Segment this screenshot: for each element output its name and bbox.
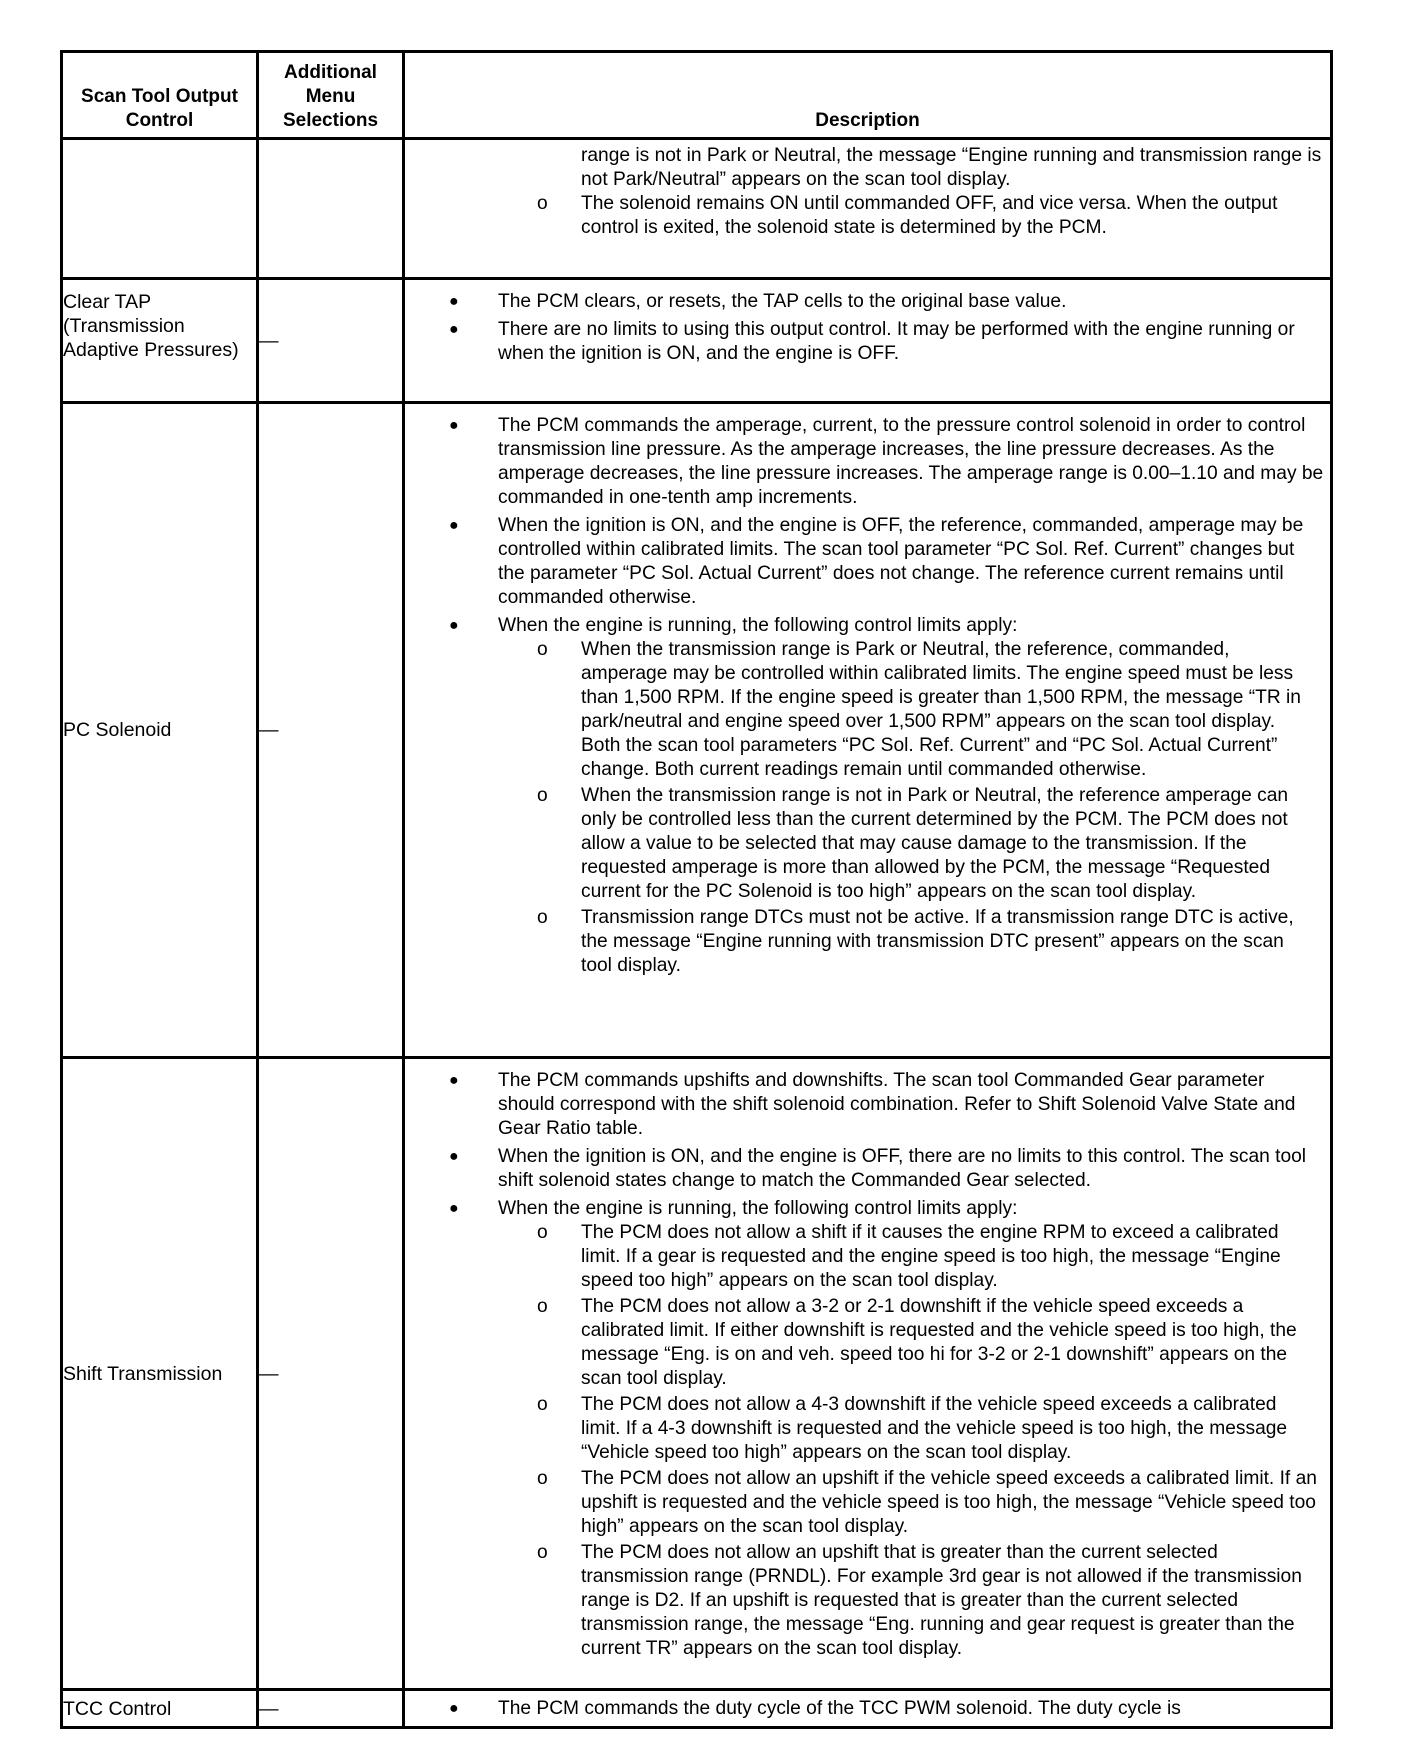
sub-item (405, 144, 1330, 192)
bullet-text: When the ignition is ON, and the engine is OFF, there are no limits to this control. The scan tool shift solenoid states change to match the Commanded Gear selected. (498, 1146, 1307, 1191)
sub-bullet-marker: o (537, 785, 548, 806)
table-row (62, 1690, 1332, 1728)
sub-bullet-marker: o (537, 907, 548, 928)
sub-bullet-marker: o (537, 1296, 548, 1317)
bullet-text: The PCM commands upshifts and downshifts. The scan tool Commanded Gear parameter should correspond with the shift solenoid combination. Refer to Shift Solenoid Valve State and Gear Ratio table. (498, 1070, 1296, 1139)
sub-item-text: The PCM does not allow an upshift if the vehicle speed exceeds a calibrated limit. If an upshift is requested and the vehicle speed is too high, the message “Vehicle speed too high” appears on the scan tool display. (581, 1468, 1317, 1537)
table-header-row (62, 52, 1332, 139)
control-cell: TCC Control (62, 1690, 258, 1728)
sub-bullet-marker: o (537, 1222, 548, 1243)
sub-item (498, 1221, 1324, 1293)
description-cell (404, 139, 1332, 279)
bullet-marker: ● (449, 293, 459, 310)
sub-item-text: The PCM does not allow a 3-2 or 2-1 downshift if the vehicle speed exceeds a calibrated limit. If either downshift is requested and the vehicle speed is too high, the message “Eng. is on and veh. speed too hi for 3-2 or 2-1 downshift” appears on the scan tool display. (581, 1296, 1297, 1389)
sub-item (498, 638, 1324, 782)
description-cell (404, 403, 1332, 1058)
menu-cell: — (258, 403, 404, 1058)
bullet-text: The PCM commands the duty cycle of the TCC PWM solenoid. The duty cycle is (498, 1698, 1181, 1719)
bullet-item (405, 514, 1330, 610)
sub-item (498, 784, 1324, 904)
sub-item-text: range is not in Park or Neutral, the message “Engine running and transmission range is not Park/Neutral” appears on the scan tool display. (581, 145, 1322, 190)
sub-item (498, 1467, 1324, 1539)
sub-bullet-marker: o (537, 1468, 548, 1489)
bullet-marker: ● (449, 1700, 459, 1717)
sub-item-text: When the transmission range is Park or Neutral, the reference, commanded, amperage may be controlled within calibrated limits. The engine speed must be less than 1,500 RPM. If the engine speed is greater than 1,500 RPM, the message “TR in park/neutral and engine speed over 1,500 RPM” appears on the scan tool display. Both the scan tool parameters “PC Sol. Ref. Current” and “PC Sol. Actual Current” change. Both current readings remain until commanded otherwise. (581, 639, 1301, 780)
description-cell (404, 1058, 1332, 1690)
header-description: Description (404, 52, 1332, 139)
bullet-item (405, 290, 1330, 314)
bullet-item (405, 1069, 1330, 1141)
sub-item-text: The PCM does not allow a 4-3 downshift if the vehicle speed exceeds a calibrated limit. If a 4-3 downshift is requested and the vehicle speed is too high, the message “Vehicle speed too high” appears on the scan tool display. (581, 1394, 1288, 1463)
bullet-item (405, 1145, 1330, 1193)
bullet-text: When the ignition is ON, and the engine is OFF, the reference, commanded, amperage may be controlled within calibrated limits. The scan tool parameter “PC Sol. Ref. Current” changes but the parameter “PC Sol. Actual Current” does not change. The reference current remains until commanded otherwise. (498, 515, 1304, 608)
sub-bullet-marker: o (537, 639, 548, 660)
header-additional-menu-selections: Additional Menu Selections (258, 52, 404, 139)
sub-bullet-marker: o (537, 1394, 548, 1415)
sub-item (405, 192, 1330, 240)
bullet-text: There are no limits to using this output control. It may be performed with the engine running or when the ignition is ON, and the engine is OFF. (498, 319, 1295, 364)
bullet-text: The PCM commands the amperage, current, to the pressure control solenoid in order to control transmission line pressure. As the amperage increases, the line pressure decreases. As the amperage decreases, the line pressure increases. The amperage range is 0.00–1.10 and may be commanded in one-tenth amp increments. (498, 415, 1324, 508)
bullet-marker: ● (449, 1072, 459, 1089)
menu-cell: — (258, 1690, 404, 1728)
bullet-marker: ● (449, 417, 459, 434)
bullet-item (405, 414, 1330, 510)
bullet-item (405, 614, 1330, 978)
sub-bullet-marker: o (537, 1542, 548, 1563)
sub-item (498, 1541, 1324, 1661)
bullet-text: When the engine is running, the following control limits apply: (498, 615, 1018, 636)
menu-cell (258, 139, 404, 279)
bullet-marker: ● (449, 321, 459, 338)
table-row (62, 279, 1332, 403)
scan-tool-output-control-table (60, 50, 1333, 1729)
sub-item (498, 906, 1324, 978)
control-cell (62, 139, 258, 279)
description-cell (404, 1690, 1332, 1728)
table-row (62, 139, 1332, 279)
bullet-text: The PCM clears, or resets, the TAP cells to the original base value. (498, 291, 1067, 312)
header-scan-tool-output-control: Scan Tool Output Control (62, 52, 258, 139)
sub-item-text: The solenoid remains ON until commanded OFF, and vice versa. When the output control is exited, the solenoid state is determined by the PCM. (581, 193, 1278, 238)
sub-item (498, 1393, 1324, 1465)
menu-cell: — (258, 279, 404, 403)
sub-item-text: The PCM does not allow an upshift that is greater than the current selected transmission range (PRNDL). For example 3rd gear is not allowed if the transmission range is D2. If an upshift is requested that is greater than the current selected transmission range, the message “Eng. running and gear request is greater than the current TR” appears on the scan tool display. (581, 1542, 1302, 1659)
control-cell: PC Solenoid (62, 403, 258, 1058)
bullet-marker: ● (449, 617, 459, 634)
sub-item-text: Transmission range DTCs must not be active. If a transmission range DTC is active, the message “Engine running with transmission DTC present” appears on the scan tool display. (581, 907, 1294, 976)
bullet-text: When the engine is running, the following control limits apply: (498, 1198, 1018, 1219)
bullet-marker: ● (449, 517, 459, 534)
menu-cell: — (258, 1058, 404, 1690)
table-row (62, 403, 1332, 1058)
sub-item-text: When the transmission range is not in Park or Neutral, the reference amperage can only be controlled less than the current determined by the PCM. The PCM does not allow a value to be selected that may cause damage to the transmission. If the requested amperage is more than allowed by the PCM, the message “Requested current for the PC Solenoid is too high” appears on the scan tool display. (581, 785, 1289, 902)
bullet-item (405, 1697, 1330, 1721)
control-cell: Clear TAP (Transmission Adaptive Pressures) (62, 279, 258, 403)
bullet-item (405, 1197, 1330, 1661)
sub-item-text: The PCM does not allow a shift if it causes the engine RPM to exceed a calibrated limit. If a gear is requested and the engine speed is too high, the message “Engine speed too high” appears on the scan tool display. (581, 1222, 1281, 1291)
control-cell: Shift Transmission (62, 1058, 258, 1690)
bullet-item (405, 318, 1330, 366)
description-cell (404, 279, 1332, 403)
sub-item (498, 1295, 1324, 1391)
table-row (62, 1058, 1332, 1690)
sub-bullet-marker: o (537, 193, 548, 214)
bullet-marker: ● (449, 1200, 459, 1217)
bullet-marker: ● (449, 1148, 459, 1165)
